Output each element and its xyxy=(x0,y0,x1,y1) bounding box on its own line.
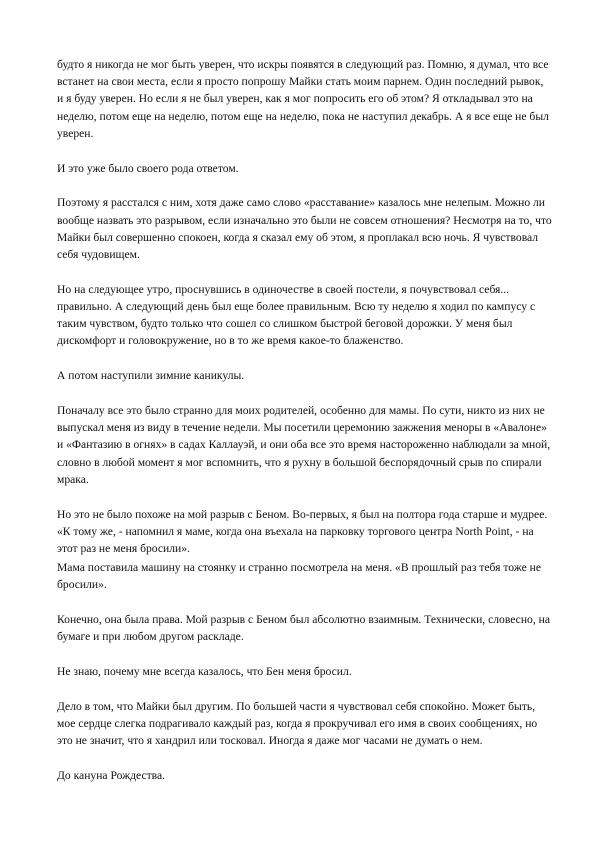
paragraph-10: Не знаю, почему мне всегда казалось, что Бен меня бросил. xyxy=(57,665,352,679)
paragraph-2: И это уже было своего рода ответом. xyxy=(57,161,239,175)
paragraph-9: Конечно, она была права. Мой разрыв с Беном был абсолютно взаимным. Технически, словесно, на бумаге и при любом другом раскладе. xyxy=(57,613,550,644)
paragraph-12: До кануна Рождества. xyxy=(57,769,166,783)
paragraph-1: будто я никогда не мог быть уверен, что искры появятся в следующий раз. Помню, я думал, что все встанет на свои места, если я просто попрошу Майки стать моим парнем. Один последний рывок, и я буду уверен. Но если я не был уверен, как я мог попросить его об этом? Я откладывал это на неделю, потом еще на неделю, потом еще на неделю, пока не наступил декабрь. А я все еще не был уверен. xyxy=(57,58,549,140)
paragraph-4: Но на следующее утро, проснувшись в одиночестве в своей постели, я почувствовал себя... правильно. А следующий день был еще более правильным. Всю ту неделю я ходил по кампусу с таким чувством, будто только что сошел со слишком быстрой беговой дорожки. У меня был дискомфорт и головокружение, но в то же время какое-то блаженство. xyxy=(57,282,536,348)
paragraph-3: Поэтому я расстался с ним, хотя даже само слово «расставание» казалось мне нелепым. Можно ли вообще назвать это разрывом, если изначально это были не совсем отношения? Несмотря на то, что Майки был совершенно спокоен, когда я сказал ему об этом, я проплакал всю ночь. Я чувствовал себя чудовищем. xyxy=(57,196,552,262)
paragraph-8: Мама поставила машину на стоянку и странно посмотрела на меня. «В прошлый раз тебя тоже не бросили». xyxy=(57,561,542,592)
paragraph-6: Поначалу все это было странно для моих родителей, особенно для мамы. По сути, никто из них не выпускал меня из виду в течение недели. Мы посетили церемонию зажжения меноры в «Авалоне» и «Фантазию в огнях» в садах Каллауэй, и они оба все это время настороженно наблюдали за мной, словно в любой момент я мог вспомнить, что я рухну в большой беспорядочный срыв по спирали мрака. xyxy=(57,404,551,486)
paragraph-11: Дело в том, что Майки был другим. По большей части я чувствовал себя спокойно. Может быть, мое сердце слегка подрагивало каждый раз, когда я прокручивал его имя в своих сообщениях, но это не значит, что я хандрил или тосковал. Иногда я даже мог часами не думать о нем. xyxy=(57,700,538,748)
paragraph-5: А потом наступили зимние каникулы. xyxy=(57,369,245,383)
paragraph-7: Но это не было похоже на мой разрыв с Беном. Во-первых, я был на полтора года старше и мудрее. «К тому же, - напомнил я маме, когда она въехала на парковку торгового центра North Point, - на этот раз не меня бросили». xyxy=(57,507,548,556)
